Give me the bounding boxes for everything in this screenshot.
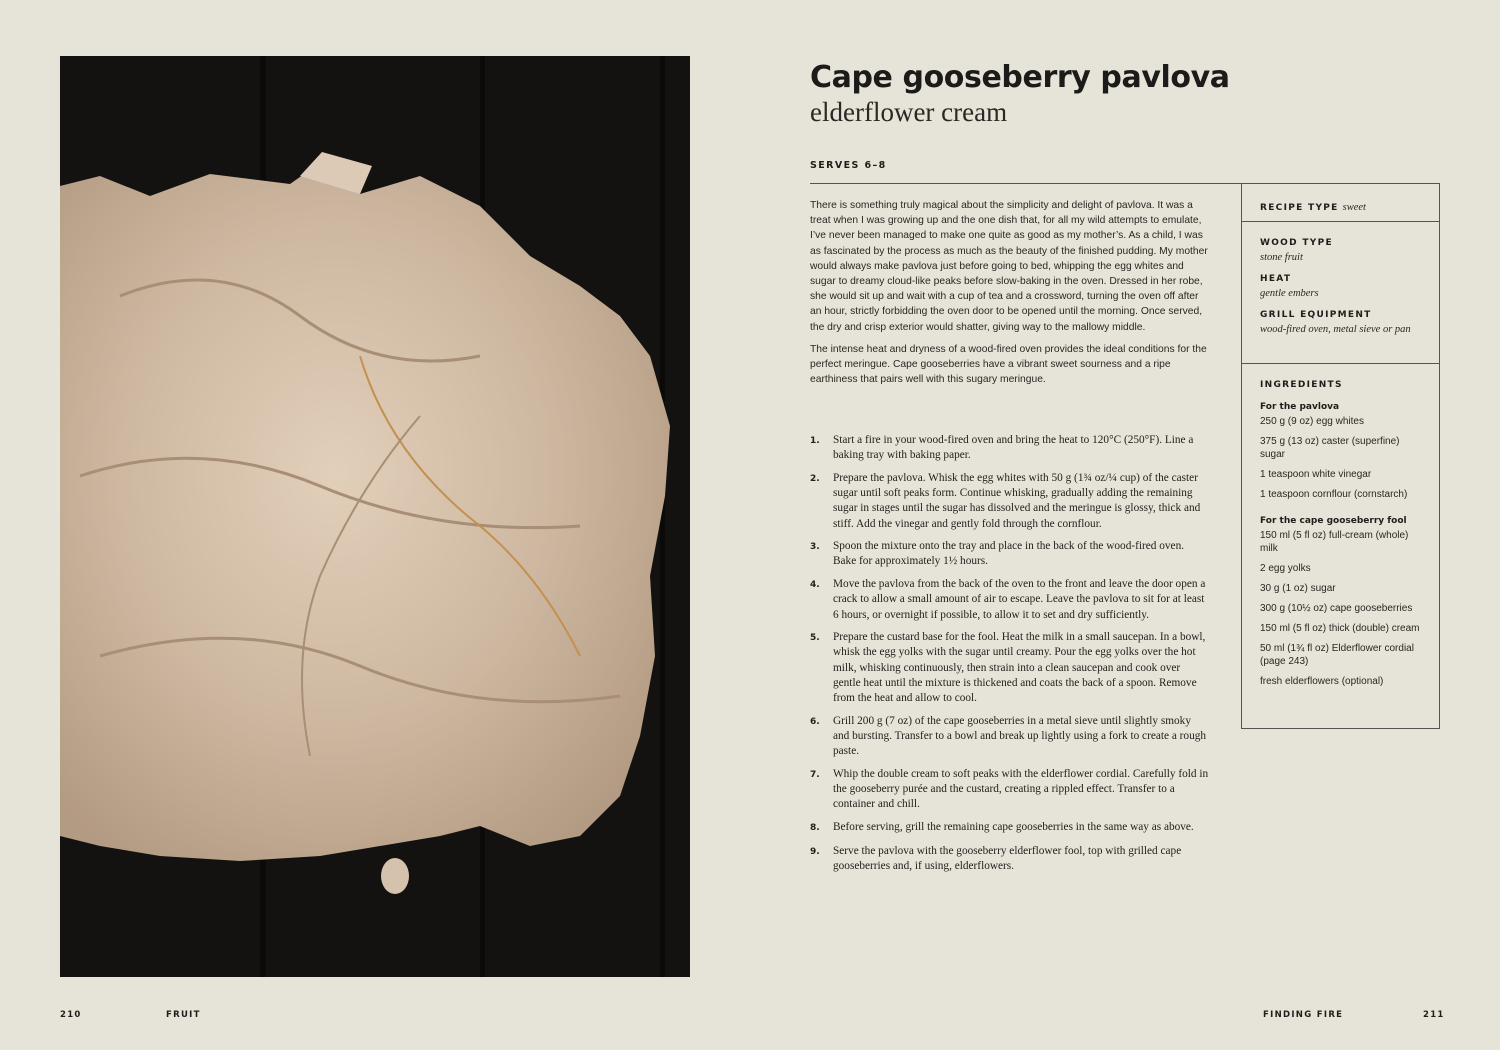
intro-text bbox=[810, 198, 1210, 394]
heat-value: gentle embers bbox=[1260, 288, 1319, 299]
step-text: Spoon the mixture onto the tray and place in the back of the wood-fired oven. Bake for approximately 1½ hours. bbox=[833, 540, 1185, 568]
ingredients-section bbox=[1242, 364, 1439, 688]
recipe-type-section bbox=[1242, 183, 1439, 222]
left-section-title: FRUIT bbox=[166, 1010, 201, 1020]
ingredient-item: 150 ml (5 fl oz) full-cream (whole) milk bbox=[1260, 530, 1409, 554]
right-section-title: FINDING FIRE bbox=[1263, 1010, 1344, 1020]
recipe-subtitle: elderflower cream bbox=[810, 97, 1008, 127]
step-item bbox=[810, 471, 1210, 532]
recipe-title: Cape gooseberry pavlova bbox=[810, 60, 1230, 95]
recipe-info-sidebar bbox=[1241, 183, 1440, 729]
recipe-type-value: sweet bbox=[1342, 202, 1366, 213]
step-item bbox=[810, 714, 1210, 760]
ingredient-item: 2 egg yolks bbox=[1260, 563, 1311, 574]
step-number: 3. bbox=[810, 542, 820, 553]
ingredient-item: 250 g (9 oz) egg whites bbox=[1260, 416, 1364, 427]
step-item bbox=[810, 820, 1210, 836]
step-item bbox=[810, 767, 1210, 813]
ingredient-item: 1 teaspoon white vinegar bbox=[1260, 469, 1372, 480]
grill-equipment-label: GRILL EQUIPMENT bbox=[1260, 310, 1372, 320]
step-number: 8. bbox=[810, 822, 820, 833]
step-item bbox=[810, 630, 1210, 706]
wood-type-value: stone fruit bbox=[1260, 252, 1303, 263]
step-text: Whip the double cream to soft peaks with the elderflower cordial. Carefully fold in the gooseberry purée and the custard, creating a rippled effect. Transfer to a container and chill. bbox=[833, 767, 1209, 811]
step-text: Serve the pavlova with the gooseberry elderflower fool, top with grilled cape gooseberries and, if using, elderflowers. bbox=[833, 844, 1182, 872]
right-page-number: 211 bbox=[1423, 1010, 1445, 1020]
ingredient-item: 300 g (10½ oz) cape gooseberries bbox=[1260, 603, 1413, 614]
ingredient-item: fresh elderflowers (optional) bbox=[1260, 676, 1384, 687]
step-number: 9. bbox=[810, 846, 820, 857]
step-item bbox=[810, 539, 1210, 569]
step-number: 4. bbox=[810, 580, 820, 591]
step-number: 5. bbox=[810, 633, 820, 644]
ingredient-item: 50 ml (1¾ fl oz) Elderflower cordial (page 243) bbox=[1260, 643, 1414, 667]
step-text: Grill 200 g (7 oz) of the cape gooseberries in a metal sieve until slightly smoky and bursting. Transfer to a bowl and break up lightly using a fork to create a rough paste. bbox=[833, 714, 1207, 758]
step-number: 6. bbox=[810, 716, 820, 727]
pavlova-photo bbox=[60, 56, 690, 977]
ingredient-group-heading: For the cape gooseberry fool bbox=[1260, 516, 1407, 526]
step-item bbox=[810, 577, 1210, 623]
heat-label: HEAT bbox=[1260, 274, 1292, 284]
serves-label: SERVES 6–8 bbox=[810, 160, 887, 171]
grill-equipment-value: wood-fired oven, metal sieve or pan bbox=[1260, 324, 1411, 335]
step-text: Prepare the custard base for the fool. Heat the milk in a small saucepan. In a bowl, whisk the egg yolks with the sugar until creamy. Pour the egg yolks over the hot milk, whisking continuously, then strain into a clean saucepan and cook over gentle heat until the mixture is thickened and coats the back of a spoon. Remove from the heat and allow to cool. bbox=[833, 631, 1206, 705]
step-number: 1. bbox=[810, 436, 820, 446]
step-text: Start a fire in your wood-fired oven and bring the heat to 120°C (250°F). Line a baking tray with baking paper. bbox=[833, 434, 1194, 462]
intro-paragraph: The intense heat and dryness of a wood-fired oven provides the ideal conditions for the perfect meringue. Cape gooseberries have a vibrant sweet sourness and a ripe earthiness that pairs well with this sugary meringue. bbox=[810, 343, 1207, 386]
step-item bbox=[810, 844, 1210, 874]
wood-type-label: WOOD TYPE bbox=[1260, 238, 1333, 248]
ingredient-item: 1 teaspoon cornflour (cornstarch) bbox=[1260, 489, 1408, 500]
step-text: Prepare the pavlova. Whisk the egg whites with 50 g (1¾ oz/¼ cup) of the caster sugar until soft peaks form. Continue whisking, gradually adding the remaining sugar in stages until the sugar has dissolved and the meringue is glossy, thick and stiff. Add the vinegar and gently fold through the cornflour. bbox=[833, 471, 1201, 530]
ingredient-item: 30 g (1 oz) sugar bbox=[1260, 583, 1336, 594]
ingredient-item: 375 g (13 oz) caster (superfine) sugar bbox=[1260, 436, 1400, 460]
step-text: Before serving, grill the remaining cape gooseberries in the same way as above. bbox=[833, 820, 1194, 833]
ingredient-item: 150 ml (5 fl oz) thick (double) cream bbox=[1260, 623, 1420, 634]
step-number: 2. bbox=[810, 473, 820, 484]
cooking-details-section bbox=[1242, 222, 1439, 364]
method-steps bbox=[810, 433, 1210, 882]
step-number: 7. bbox=[810, 769, 820, 780]
step-item bbox=[810, 433, 1210, 463]
recipe-type-label: RECIPE TYPE bbox=[1260, 203, 1339, 213]
step-text: Move the pavlova from the back of the oven to the front and leave the door open a crack to allow a small amount of air to escape. Leave the pavlova to sit for at least 6 hours, or overnight if possible, to allow it to set and dry sufficiently. bbox=[833, 578, 1206, 621]
intro-paragraph: There is something truly magical about the simplicity and delight of pavlova. It was a treat when I was growing up and the one dish that, for all my wild attempts to emulate, I’ve never been managed to make one quite as good as my mother’s. As a child, I was as fascinated by the process as much as the beauty of the finished pudding. My mother would always make pavlova just before going to bed, whipping the egg whites and sugar to dreamy cloud-like peaks before slow-baking in the oven. Dressed in her robe, she would sit up and wait with a cup of tea and a crossword, turning the oven off after an hour, strictly forbidding the oven door to be opened until the morning. Once served, the dry and crisp exterior would shatter, giving way to the mallowy middle. bbox=[810, 200, 1208, 333]
left-page-number: 210 bbox=[60, 1010, 82, 1020]
ingredient-group-heading: For the pavlova bbox=[1260, 402, 1340, 412]
ingredients-label: INGREDIENTS bbox=[1260, 380, 1343, 390]
